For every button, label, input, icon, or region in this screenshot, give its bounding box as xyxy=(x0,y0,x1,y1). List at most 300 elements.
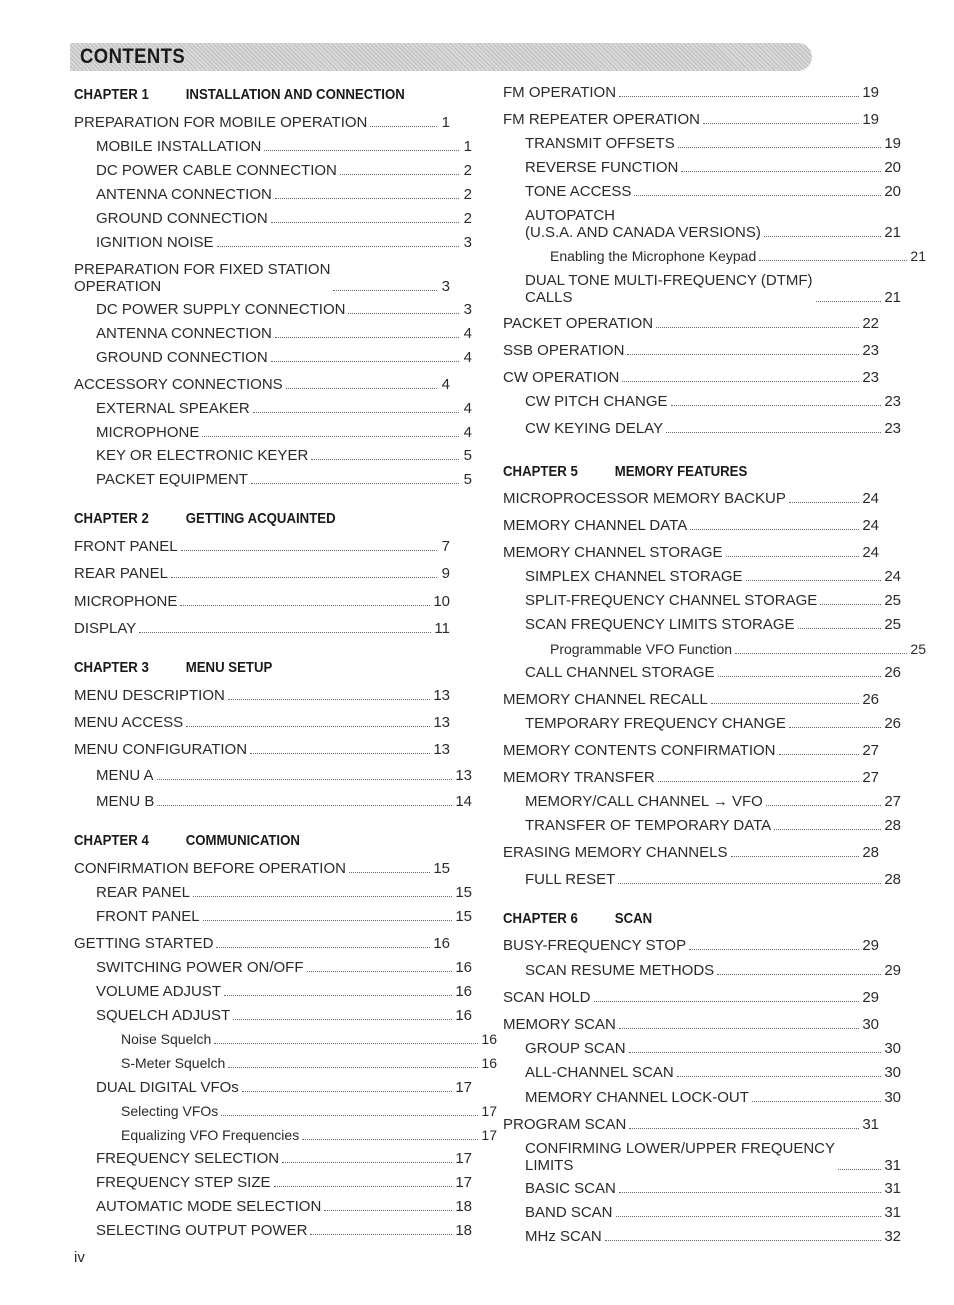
entry-page: 14 xyxy=(455,793,472,810)
entry-title: MICROPHONE xyxy=(74,593,178,610)
toc-entry[interactable] xyxy=(74,714,450,731)
toc-entry[interactable] xyxy=(74,1079,472,1096)
entry-page: 20 xyxy=(884,159,901,176)
entry-page: 23 xyxy=(884,420,901,437)
toc-entry[interactable] xyxy=(503,844,879,861)
entry-page: 16 xyxy=(433,935,450,952)
entry-title: DC POWER SUPPLY CONNECTION xyxy=(96,301,346,318)
entry-title: Enabling the Microphone Keypad xyxy=(550,248,757,264)
toc-entry[interactable] xyxy=(503,793,901,810)
chapter-number: CHAPTER 2 xyxy=(74,510,149,527)
toc-entry[interactable] xyxy=(503,1228,901,1245)
toc-entry[interactable] xyxy=(503,1064,901,1081)
toc-entry[interactable] xyxy=(503,315,879,332)
entry-title: ANTENNA CONNECTION xyxy=(96,325,272,342)
dot-leader xyxy=(348,313,459,314)
toc-entry[interactable] xyxy=(503,490,879,507)
entry-title: DUAL DIGITAL VFOs xyxy=(96,1079,239,1096)
toc-entry[interactable] xyxy=(503,1140,901,1174)
toc-entry[interactable] xyxy=(74,210,472,227)
toc-entry[interactable] xyxy=(74,261,450,295)
dot-leader xyxy=(666,432,881,433)
toc-entry[interactable] xyxy=(74,741,450,758)
entry-title: PREPARATION FOR MOBILE OPERATION xyxy=(74,114,368,131)
toc-entry[interactable] xyxy=(503,1204,901,1221)
dot-leader xyxy=(310,1234,452,1235)
toc-entry[interactable] xyxy=(503,544,879,561)
entry-title: GROUND CONNECTION xyxy=(96,210,268,227)
dot-leader xyxy=(618,883,881,884)
toc-entry[interactable] xyxy=(503,517,879,534)
dot-leader xyxy=(764,236,881,237)
toc-entry[interactable] xyxy=(74,1103,497,1120)
toc-entry[interactable] xyxy=(74,687,450,704)
toc-entry[interactable] xyxy=(74,593,450,610)
chapter-heading xyxy=(503,463,834,480)
entry-page: 21 xyxy=(884,289,901,306)
entry-title: ERASING MEMORY CHANNELS xyxy=(503,844,728,861)
toc-entry[interactable] xyxy=(74,1055,497,1072)
entry-page: 2 xyxy=(463,186,472,203)
toc-entry[interactable] xyxy=(74,884,472,901)
chapter-number: CHAPTER 3 xyxy=(74,659,149,676)
dot-leader xyxy=(171,577,437,578)
dot-leader xyxy=(735,653,907,654)
entry-page: 1 xyxy=(463,138,472,155)
toc-entry[interactable] xyxy=(74,767,472,784)
dot-leader xyxy=(616,1216,882,1217)
entry-title: PROGRAM SCAN xyxy=(503,1116,627,1133)
entry-page: 3 xyxy=(463,301,472,318)
toc-entry[interactable] xyxy=(74,959,472,976)
toc-entry[interactable] xyxy=(74,1150,472,1167)
dot-leader xyxy=(221,1115,478,1116)
entry-page: 13 xyxy=(433,714,450,731)
entry-page: 5 xyxy=(463,447,472,464)
toc-entry[interactable] xyxy=(503,616,901,633)
toc-entry[interactable] xyxy=(503,135,901,152)
entry-title: KEY OR ELECTRONIC KEYER xyxy=(96,447,309,464)
entry-page: 30 xyxy=(884,1040,901,1057)
entry-title: MENU CONFIGURATION xyxy=(74,741,248,758)
entry-page: 20 xyxy=(884,183,901,200)
toc-entry[interactable] xyxy=(503,1116,879,1133)
chapter-title: GETTING ACQUAINTED xyxy=(185,510,336,527)
toc-entry[interactable] xyxy=(74,162,472,179)
toc-entry[interactable] xyxy=(503,111,879,128)
toc-entry[interactable] xyxy=(503,817,901,834)
entry-title: MEMORY CHANNEL RECALL xyxy=(503,691,708,708)
toc-entry[interactable] xyxy=(74,138,472,155)
dot-leader xyxy=(619,96,859,97)
toc-entry[interactable] xyxy=(503,207,901,241)
toc-entry[interactable] xyxy=(503,369,879,386)
dot-leader xyxy=(838,1169,881,1170)
entry-page: 17 xyxy=(455,1150,472,1167)
dot-leader xyxy=(746,580,882,581)
toc-entry[interactable] xyxy=(74,983,472,1000)
dot-leader xyxy=(774,829,881,830)
dot-leader xyxy=(333,290,437,291)
toc-entry[interactable] xyxy=(74,1031,497,1048)
dot-leader xyxy=(798,628,882,629)
entry-page: 13 xyxy=(433,741,450,758)
entry-page: 23 xyxy=(862,369,879,386)
entry-page: 21 xyxy=(884,224,901,241)
entry-title: MENU A xyxy=(96,767,154,784)
dot-leader xyxy=(349,872,430,873)
entry-page: 7 xyxy=(441,538,450,555)
entry-title: MEMORY CHANNEL DATA xyxy=(503,517,688,534)
entry-page: 21 xyxy=(910,248,926,264)
entry-page: 5 xyxy=(463,471,472,488)
entry-title: MEMORY/CALL CHANNEL → VFO xyxy=(525,793,763,810)
toc-entry[interactable] xyxy=(74,1007,472,1024)
entry-page: 16 xyxy=(481,1055,497,1071)
entry-page: 3 xyxy=(441,278,450,295)
toc-entry[interactable] xyxy=(74,400,472,417)
dot-leader xyxy=(677,1076,882,1077)
entry-page: 25 xyxy=(884,592,901,609)
dot-leader xyxy=(253,412,459,413)
entry-page: 29 xyxy=(862,989,879,1006)
entry-page: 28 xyxy=(862,844,879,861)
dot-leader xyxy=(324,1210,452,1211)
dot-leader xyxy=(250,753,430,754)
entry-page: 31 xyxy=(884,1157,901,1174)
toc-entry[interactable] xyxy=(503,742,879,759)
dot-leader xyxy=(370,126,437,127)
dot-leader xyxy=(340,174,459,175)
entry-title: MOBILE INSTALLATION xyxy=(96,138,262,155)
entry-page: 24 xyxy=(862,544,879,561)
dot-leader xyxy=(157,805,452,806)
entry-title: Noise Squelch xyxy=(121,1031,212,1047)
dot-leader xyxy=(181,550,437,551)
entry-title: CW PITCH CHANGE xyxy=(525,393,668,410)
dot-leader xyxy=(711,703,860,704)
entry-title: MEMORY CHANNEL STORAGE xyxy=(503,544,723,561)
entry-title: DUAL TONE MULTI-FREQUENCY (DTMF) CALLS xyxy=(525,272,813,306)
entry-title: BUSY-FREQUENCY STOP xyxy=(503,937,687,954)
entry-title: AUTOMATIC MODE SELECTION xyxy=(96,1198,322,1215)
toc-entry[interactable] xyxy=(74,471,472,488)
entry-page: 26 xyxy=(862,691,879,708)
entry-title: MEMORY SCAN xyxy=(503,1016,616,1033)
toc-entry[interactable] xyxy=(74,538,450,555)
dot-leader xyxy=(759,260,907,261)
toc-entry[interactable] xyxy=(74,1222,472,1239)
entry-page: 28 xyxy=(884,817,901,834)
dot-leader xyxy=(307,971,453,972)
toc-entry[interactable] xyxy=(74,325,472,342)
toc-entry[interactable] xyxy=(503,592,901,609)
chapter-title: SCAN xyxy=(614,910,653,927)
toc-entry[interactable] xyxy=(74,376,450,393)
entry-title: PACKET OPERATION xyxy=(503,315,654,332)
dot-leader xyxy=(216,947,430,948)
entry-title: TRANSMIT OFFSETS xyxy=(525,135,675,152)
toc-entry[interactable] xyxy=(503,183,901,200)
entry-title: REAR PANEL xyxy=(74,565,168,582)
entry-title: ANTENNA CONNECTION xyxy=(96,186,272,203)
dot-leader xyxy=(622,381,859,382)
entry-page: 4 xyxy=(441,376,450,393)
chapter-title: COMMUNICATION xyxy=(185,832,300,849)
dot-leader xyxy=(202,436,459,437)
dot-leader xyxy=(605,1240,882,1241)
entry-title: FM REPEATER OPERATION xyxy=(503,111,700,128)
dot-leader xyxy=(242,1091,453,1092)
entry-page: 17 xyxy=(455,1079,472,1096)
dot-leader xyxy=(311,459,459,460)
entry-title: SSB OPERATION xyxy=(503,342,625,359)
entry-title: REAR PANEL xyxy=(96,884,190,901)
entry-page: 2 xyxy=(463,162,472,179)
toc-entry[interactable] xyxy=(74,447,472,464)
entry-title: FREQUENCY SELECTION xyxy=(96,1150,280,1167)
toc-entry[interactable] xyxy=(503,568,901,585)
entry-page: 11 xyxy=(434,620,450,637)
entry-page: 4 xyxy=(463,325,472,342)
entry-page: 28 xyxy=(884,871,901,888)
entry-page: 27 xyxy=(862,769,879,786)
toc-entry[interactable] xyxy=(503,641,926,658)
entry-title: CW KEYING DELAY xyxy=(525,420,664,437)
toc-entry[interactable] xyxy=(503,159,901,176)
chapter-heading xyxy=(74,86,405,103)
page-number: iv xyxy=(74,1249,85,1266)
toc-entry[interactable] xyxy=(503,871,901,888)
dot-leader xyxy=(779,754,860,755)
dot-leader xyxy=(275,198,459,199)
entry-title: TRANSFER OF TEMPORARY DATA xyxy=(525,817,772,834)
toc-entry[interactable] xyxy=(503,769,879,786)
dot-leader xyxy=(228,1067,478,1068)
entry-page: 27 xyxy=(862,742,879,759)
entry-page: 26 xyxy=(884,664,901,681)
chapter-heading xyxy=(503,910,834,927)
toc-entry[interactable] xyxy=(503,1040,901,1057)
dot-leader xyxy=(619,1192,881,1193)
chapter-heading xyxy=(74,510,405,527)
dot-leader xyxy=(766,805,881,806)
entry-title: SQUELCH ADJUST xyxy=(96,1007,231,1024)
entry-page: 25 xyxy=(910,641,926,657)
toc-entry[interactable] xyxy=(74,186,472,203)
entry-page: 27 xyxy=(884,793,901,810)
toc-entry[interactable] xyxy=(503,342,879,359)
entry-title: SCAN HOLD xyxy=(503,989,591,1006)
entry-page: 19 xyxy=(862,84,879,101)
toc-entry[interactable] xyxy=(74,1198,472,1215)
dot-leader xyxy=(671,405,882,406)
entry-page: 19 xyxy=(884,135,901,152)
toc-entry[interactable] xyxy=(503,420,901,437)
chapter-title: MENU SETUP xyxy=(185,659,273,676)
toc-entry[interactable] xyxy=(503,664,901,681)
toc-entry[interactable] xyxy=(74,424,472,441)
dot-leader xyxy=(629,1052,882,1053)
entry-page: 24 xyxy=(884,568,901,585)
dot-leader xyxy=(752,1101,881,1102)
entry-title: FRONT PANEL xyxy=(74,538,178,555)
entry-title: MEMORY CHANNEL LOCK-OUT xyxy=(525,1089,749,1106)
toc-entry[interactable] xyxy=(74,349,472,366)
entry-page: 19 xyxy=(862,111,879,128)
entry-title: MENU DESCRIPTION xyxy=(74,687,225,704)
entry-page: 25 xyxy=(884,616,901,633)
entry-title: FREQUENCY STEP SIZE xyxy=(96,1174,271,1191)
entry-page: 16 xyxy=(455,983,472,1000)
entry-page: 17 xyxy=(481,1127,497,1143)
toc-entry[interactable] xyxy=(503,1016,879,1033)
entry-page: 16 xyxy=(455,1007,472,1024)
toc-entry[interactable] xyxy=(74,1174,472,1191)
entry-title: TONE ACCESS xyxy=(525,183,632,200)
entry-title: ACCESSORY CONNECTIONS xyxy=(74,376,283,393)
dot-leader xyxy=(627,354,859,355)
entry-title: SCAN RESUME METHODS xyxy=(525,962,715,979)
entry-page: 15 xyxy=(433,860,450,877)
chapter-title: MEMORY FEATURES xyxy=(614,463,748,480)
entry-page: 1 xyxy=(441,114,450,131)
dot-leader xyxy=(717,974,881,975)
dot-leader xyxy=(689,949,859,950)
entry-title: MEMORY TRANSFER xyxy=(503,769,655,786)
entry-title: CALL CHANNEL STORAGE xyxy=(525,664,715,681)
entry-page: 30 xyxy=(862,1016,879,1033)
entry-page: 31 xyxy=(884,1180,901,1197)
entry-title: GROUND CONNECTION xyxy=(96,349,268,366)
entry-page: 15 xyxy=(455,908,472,925)
chapter-heading xyxy=(74,659,405,676)
toc-entry[interactable] xyxy=(74,860,450,877)
dot-leader xyxy=(703,123,859,124)
entry-title: MENU ACCESS xyxy=(74,714,184,731)
entry-page: 3 xyxy=(463,234,472,251)
entry-page: 16 xyxy=(455,959,472,976)
toc-entry[interactable] xyxy=(74,1127,497,1144)
entry-title: SELECTING OUTPUT POWER xyxy=(96,1222,308,1239)
contents-banner xyxy=(70,43,812,71)
entry-title: AUTOPATCH (U.S.A. AND CANADA VERSIONS) xyxy=(525,207,761,241)
entry-page: 29 xyxy=(884,962,901,979)
entry-page: 30 xyxy=(884,1089,901,1106)
entry-title: MENU B xyxy=(96,793,155,810)
entry-page: 2 xyxy=(463,210,472,227)
dot-leader xyxy=(228,699,430,700)
toc-entry[interactable] xyxy=(503,1089,901,1106)
toc-entry[interactable] xyxy=(74,620,450,637)
dot-leader xyxy=(286,388,437,389)
toc-entry[interactable] xyxy=(74,565,450,582)
entry-title: FULL RESET xyxy=(525,871,616,888)
dot-leader xyxy=(726,556,860,557)
entry-title: EXTERNAL SPEAKER xyxy=(96,400,250,417)
entry-page: 30 xyxy=(884,1064,901,1081)
toc-entry[interactable] xyxy=(503,272,901,306)
entry-title: BASIC SCAN xyxy=(525,1180,616,1197)
toc-entry[interactable] xyxy=(503,691,879,708)
entry-title: MEMORY CONTENTS CONFIRMATION xyxy=(503,742,776,759)
entry-title: DC POWER CABLE CONNECTION xyxy=(96,162,337,179)
entry-page: 15 xyxy=(455,884,472,901)
entry-title: FM OPERATION xyxy=(503,84,617,101)
chapter-number: CHAPTER 6 xyxy=(503,910,578,927)
entry-title: SIMPLEX CHANNEL STORAGE xyxy=(525,568,743,585)
toc-entry[interactable] xyxy=(503,937,879,954)
toc-entry[interactable] xyxy=(74,793,472,810)
entry-page: 4 xyxy=(463,424,472,441)
entry-page: 29 xyxy=(862,937,879,954)
entry-title: CONFIRMATION BEFORE OPERATION xyxy=(74,860,346,877)
entry-title: CONFIRMING LOWER/UPPER FREQUENCY LIMITS xyxy=(525,1140,836,1174)
dot-leader xyxy=(634,195,881,196)
entry-title: PREPARATION FOR FIXED STATION OPERATION xyxy=(74,261,331,295)
toc-entry[interactable] xyxy=(74,114,450,131)
entry-title: DISPLAY xyxy=(74,620,137,637)
entry-page: 23 xyxy=(884,393,901,410)
toc-entry[interactable] xyxy=(503,1180,901,1197)
dot-leader xyxy=(820,604,881,605)
dot-leader xyxy=(233,1019,452,1020)
entry-title: SCAN FREQUENCY LIMITS STORAGE xyxy=(525,616,795,633)
entry-title: CW OPERATION xyxy=(503,369,620,386)
contents-title: CONTENTS xyxy=(80,45,186,68)
entry-title: GROUP SCAN xyxy=(525,1040,626,1057)
entry-page: 9 xyxy=(441,565,450,582)
toc-entry[interactable] xyxy=(74,935,450,952)
toc-entry[interactable] xyxy=(74,908,472,925)
entry-title: MICROPHONE xyxy=(96,424,200,441)
entry-title: GETTING STARTED xyxy=(74,935,214,952)
dot-leader xyxy=(718,676,882,677)
toc-entry[interactable] xyxy=(503,84,879,101)
chapter-number: CHAPTER 5 xyxy=(503,463,578,480)
entry-page: 4 xyxy=(463,349,472,366)
entry-page: 26 xyxy=(884,715,901,732)
entry-page: 24 xyxy=(862,517,879,534)
dot-leader xyxy=(658,781,860,782)
entry-page: 18 xyxy=(455,1198,472,1215)
dot-leader xyxy=(656,327,859,328)
toc-entry[interactable] xyxy=(503,715,901,732)
toc-entry[interactable] xyxy=(503,962,901,979)
toc-entry[interactable] xyxy=(503,248,926,265)
dot-leader xyxy=(271,222,459,223)
dot-leader xyxy=(264,150,459,151)
entry-title: ALL-CHANNEL SCAN xyxy=(525,1064,674,1081)
dot-leader xyxy=(271,361,459,362)
dot-leader xyxy=(186,726,430,727)
dot-leader xyxy=(629,1128,859,1129)
dot-leader xyxy=(180,605,430,606)
entry-title: SPLIT-FREQUENCY CHANNEL STORAGE xyxy=(525,592,818,609)
dot-leader xyxy=(203,920,453,921)
dot-leader xyxy=(816,301,882,302)
toc-entry[interactable] xyxy=(74,234,472,251)
dot-leader xyxy=(251,483,459,484)
toc-entry[interactable] xyxy=(74,301,472,318)
entry-page: 10 xyxy=(433,593,450,610)
dot-leader xyxy=(217,246,459,247)
entry-title: PACKET EQUIPMENT xyxy=(96,471,248,488)
toc-entry[interactable] xyxy=(503,393,901,410)
toc-entry[interactable] xyxy=(503,989,879,1006)
entry-page: 23 xyxy=(862,342,879,359)
entry-page: 17 xyxy=(455,1174,472,1191)
